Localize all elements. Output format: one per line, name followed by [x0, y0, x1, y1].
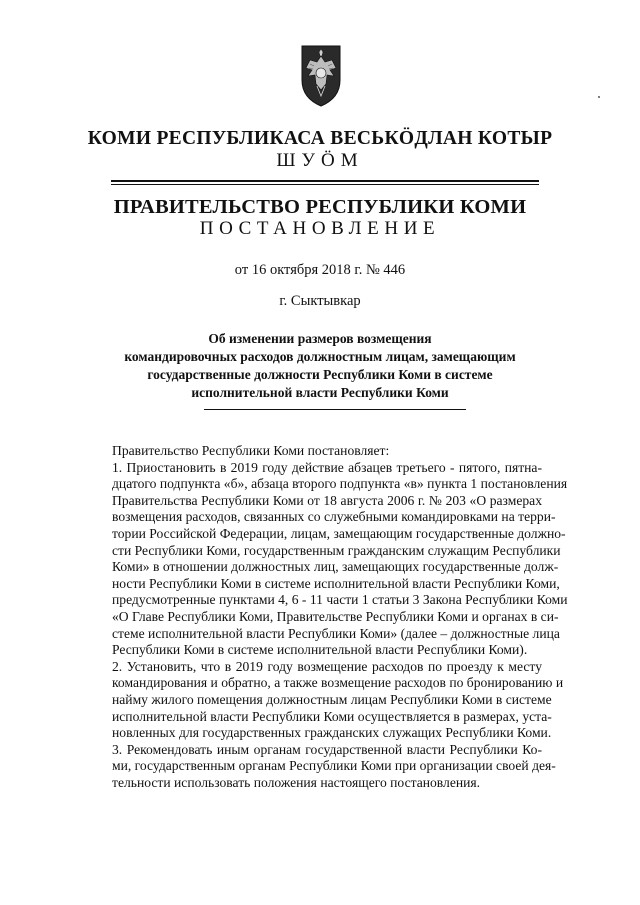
- scan-speck: [598, 96, 600, 98]
- body-line: дцатого подпункта «б», абзаца второго подпункта «в» пункта 1 постановления: [112, 476, 568, 492]
- body-line: Правительство Республики Коми постановляет:: [112, 443, 390, 458]
- header-divider-thick: [111, 180, 539, 182]
- body-line: возмещения расходов, связанных со служебными командировками на терри-: [112, 509, 556, 525]
- body-line: 1. Приостановить в 2019 году действие абзацев третьего - пятого, пятна-: [112, 459, 542, 475]
- komi-government-title: КОМИ РЕСПУБЛИКАСА ВЕСЬКӦДЛАН КОТЫР: [87, 128, 553, 149]
- komi-decree-subtitle: ШУӦМ: [276, 150, 364, 171]
- body-line: 3. Рекомендовать иным органам государственной власти Республики Ко-: [112, 741, 542, 757]
- body-line: сти Республики Коми, государственным гражданским служащим Республики: [112, 542, 561, 558]
- body-line: ности Республики Коми в системе исполнительной власти Республики Коми,: [112, 575, 560, 591]
- body-line: 2. Установить, что в 2019 году возмещение расходов по проезду к месту: [112, 658, 542, 674]
- body-line: Коми» в отношении должностных лиц, замещающих государственные долж-: [112, 559, 559, 575]
- body-line: тельности использовать положения настоящего постановления.: [112, 774, 481, 790]
- title-underline: [204, 409, 466, 410]
- body-line: предусмотренные пунктами 4, 6 - 11 части 1 статьи 3 Закона Республики Коми: [112, 592, 568, 608]
- decree-title-line: Об изменении размеров возмещения: [208, 331, 432, 346]
- body-line: новленных для государственных гражданских служащих Республики Коми.: [112, 725, 552, 741]
- body-line: Республики Коми в системе исполнительной власти Республики Коми).: [112, 642, 528, 658]
- body-line: Правительства Республики Коми от 18 августа 2006 г. № 203 «О размерах: [112, 492, 542, 508]
- coat-of-arms-komi-emblem: [296, 40, 346, 110]
- decree-subtitle: ПОСТАНОВЛЕНИЕ: [199, 218, 441, 239]
- body-line: найму жилого помещения должностным лицам Республики Коми в системе: [112, 691, 552, 707]
- body-line: ми, государственным органам Республики Коми при организации своей дея-: [112, 758, 556, 774]
- decree-date-number: от 16 октября 2018 г. № 446: [234, 262, 406, 278]
- body-line: стеме исполнительной власти Республики Коми» (далее – должностные лица: [112, 625, 560, 641]
- header-divider-thin: [111, 184, 539, 185]
- body-line: «О Главе Республики Коми, Правительстве Республики Коми и органах в си-: [112, 608, 559, 624]
- body-line: исполнительной власти Республики Коми осуществляется в размерах, уста-: [112, 708, 552, 724]
- decree-title-line: государственные должности Республики Коми в системе: [147, 367, 493, 382]
- decree-body: [112, 443, 568, 791]
- body-line: тории Российской Федерации, лицам, замещающим государственные должно-: [112, 525, 566, 541]
- decree-title-line: исполнительной власти Республики Коми: [191, 385, 449, 400]
- government-title: ПРАВИТЕЛЬСТВО РЕСПУБЛИКИ КОМИ: [113, 196, 527, 218]
- decree-city: г. Сыктывкар: [279, 293, 361, 309]
- decree-title: [80, 330, 560, 402]
- decree-title-line: командировочных расходов должностным лицам, замещающим: [124, 349, 516, 364]
- body-line: командирования и обратно, а также возмещение расходов по бронированию и: [112, 675, 564, 691]
